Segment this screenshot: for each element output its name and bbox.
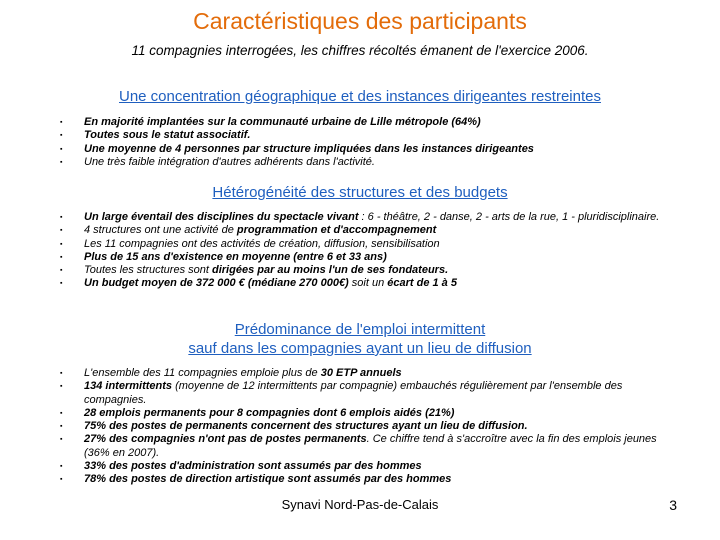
bullet-icon: ▪ bbox=[60, 370, 63, 377]
bullet-icon: ▪ bbox=[60, 240, 63, 248]
bullet-icon: ▪ bbox=[60, 132, 63, 140]
slide-subtitle: 11 compagnies interrogées, les chiffres récoltés émanent de l'exercice 2006. bbox=[131, 43, 589, 58]
bullet-icon: ▪ bbox=[60, 423, 63, 431]
item-text: : 6 - théâtre, 2 - danse, 2 - arts de la rue, 1 - pluridisciplinaire. bbox=[358, 211, 660, 223]
section-heading-structures bbox=[0, 183, 720, 202]
item-text: 75% des postes de permanents concernent des structures ayant un lieu de diffusion. bbox=[84, 420, 528, 433]
item-text: 27% des compagnies n'ont pas de postes permanents bbox=[84, 433, 367, 446]
item-text: Plus de 15 ans d'existence en moyenne (entre 6 et 33 ans) bbox=[84, 250, 387, 263]
page-number: 3 bbox=[669, 497, 677, 513]
item-text: 30 ETP annuels bbox=[320, 367, 402, 379]
heading-line: Une concentration géographique et des instances dirigeantes restreintes bbox=[119, 88, 601, 105]
bullet-icon: ▪ bbox=[60, 158, 63, 166]
list-employment bbox=[60, 367, 685, 487]
heading-line: sauf dans les compagnies ayant un lieu de diffusion bbox=[188, 340, 532, 357]
list-item bbox=[60, 238, 685, 251]
item-text: . Ce chiffre tend à s'accroître avec la fin des emplois jeunes (36% en 2007). bbox=[84, 433, 657, 459]
list-item bbox=[60, 277, 685, 290]
item-text: 28 emplois permanents pour 8 compagnies dont 6 emplois aidés (21%) bbox=[84, 406, 455, 419]
item-text: L'ensemble des 11 compagnies emploie plus de bbox=[84, 367, 321, 379]
section-heading-geography bbox=[0, 87, 720, 106]
item-text: (moyenne de 12 intermittents par compagnie) embauchés régulièrement par l'ensemble des compagnies. bbox=[84, 380, 623, 406]
item-text: 134 intermittents bbox=[84, 380, 173, 393]
item-text: 78% des postes de direction artistique sont assumés par des hommes bbox=[84, 473, 452, 486]
list-item bbox=[60, 473, 685, 486]
list-item bbox=[60, 143, 685, 156]
item-text: Une très faible intégration d'autres adhérents dans l'activité. bbox=[84, 155, 375, 168]
bullet-icon: ▪ bbox=[60, 436, 63, 444]
item-text: 33% des postes d'administration sont assumés par des hommes bbox=[84, 460, 422, 473]
item-text: Les 11 compagnies ont des activités de création, diffusion, sensibilisation bbox=[84, 237, 440, 250]
bullet-icon: ▪ bbox=[60, 119, 63, 126]
list-item bbox=[60, 460, 685, 473]
item-text: Un budget moyen de 372 000 € (médiane 270 000€) bbox=[84, 277, 349, 290]
list-structures bbox=[60, 211, 685, 291]
bullet-icon: ▪ bbox=[60, 409, 63, 417]
bullet-icon: ▪ bbox=[60, 214, 63, 221]
item-text: Un large éventail des disciplines du spectacle vivant bbox=[84, 211, 359, 223]
slide-title: Caractéristiques des participants bbox=[193, 8, 527, 34]
bullet-icon: ▪ bbox=[60, 476, 63, 484]
list-item bbox=[60, 156, 685, 169]
bullet-icon: ▪ bbox=[60, 280, 63, 288]
list-item bbox=[60, 367, 685, 380]
item-text: 4 structures ont une activité de bbox=[84, 224, 237, 237]
heading-line: Prédominance de l'emploi intermittent bbox=[234, 321, 486, 338]
list-item bbox=[60, 251, 685, 264]
item-text: Une moyenne de 4 personnes par structure impliquées dans les instances dirigeantes bbox=[84, 142, 534, 155]
bullet-icon: ▪ bbox=[60, 383, 63, 391]
footer-text: Synavi Nord-Pas-de-Calais bbox=[281, 497, 439, 512]
item-text: soit un bbox=[348, 277, 388, 290]
item-text: dirigées par au moins l'un de ses fondateurs. bbox=[212, 264, 449, 277]
list-item bbox=[60, 380, 685, 407]
bullet-icon: ▪ bbox=[60, 145, 63, 153]
bullet-icon: ▪ bbox=[60, 227, 63, 235]
list-item bbox=[60, 407, 685, 420]
heading-line: Hétérogénéité des structures et des budgets bbox=[212, 184, 508, 201]
list-item bbox=[60, 224, 685, 237]
list-item bbox=[60, 129, 685, 142]
bullet-icon: ▪ bbox=[60, 463, 63, 471]
section-heading-employment bbox=[0, 320, 720, 358]
item-text: programmation et d'accompagnement bbox=[236, 224, 437, 237]
bullet-icon: ▪ bbox=[60, 253, 63, 261]
list-item bbox=[60, 264, 685, 277]
item-text: écart de 1 à 5 bbox=[387, 277, 457, 290]
list-item bbox=[60, 420, 685, 433]
item-text: Toutes les structures sont bbox=[84, 264, 212, 277]
bullet-icon: ▪ bbox=[60, 267, 63, 275]
list-item bbox=[60, 116, 685, 129]
item-text: En majorité implantées sur la communauté urbaine de Lille métropole (64%) bbox=[84, 116, 481, 128]
list-geography bbox=[60, 116, 685, 169]
list-item bbox=[60, 211, 685, 224]
item-text: Toutes sous le statut associatif. bbox=[84, 129, 251, 142]
list-item bbox=[60, 433, 685, 460]
